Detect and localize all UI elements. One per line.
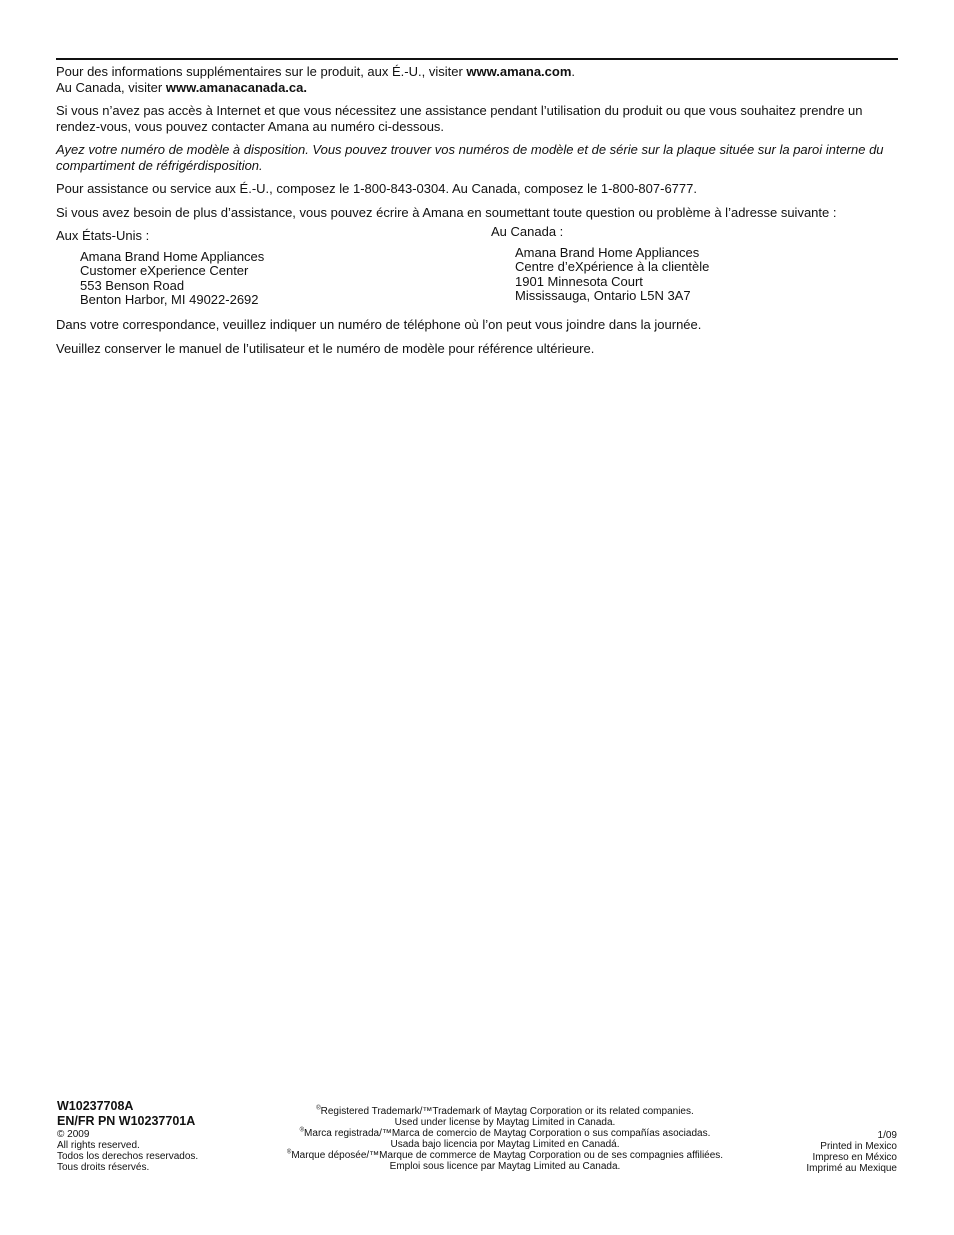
us-address-line: 553 Benson Road [80, 277, 185, 293]
trademark-line: ®Registered Trademark/™Trademark of Maytag Corporation or its related companies. [316, 1105, 694, 1117]
part-number-2: EN/FR PN W10237701A [57, 1114, 196, 1128]
registered-mark: ® [286, 1149, 292, 1156]
footer-trademarks [255, 1106, 755, 1172]
canada-website-link[interactable]: www.amanacanada.ca. [165, 79, 307, 95]
footer-part-info [57, 1099, 198, 1173]
model-number-paragraph: Ayez votre numéro de modèle à disposition. Vous pouvez trouver vos numéros de modèle et de série sur la plaque située sur la paroi interne du compartiment de réfrigérdisposition. [56, 142, 884, 173]
canada-address-label: Au Canada : [491, 224, 564, 239]
top-rule [56, 58, 898, 60]
us-address-label: Aux États-Unis : [56, 228, 150, 243]
registered-mark: ® [316, 1105, 321, 1112]
printed-line: Imprimé au Mexique [806, 1163, 897, 1174]
us-website-prefix: Pour des informations supplémentaires sur le produit, aux É.-U., visiter [56, 64, 467, 79]
canada-address [491, 224, 709, 304]
us-address-line: Benton Harbor, MI 49022-2692 [80, 292, 259, 307]
trademark-line: Usada bajo licencia por Maytag Limited en Canadá. [390, 1139, 620, 1150]
copyright: © 2009 [57, 1129, 90, 1140]
correspondence-paragraph: Dans votre correspondance, veuillez indiquer un numéro de téléphone où l’on peut vous joindre dans la journée. [56, 317, 702, 332]
printed-line: Impreso en México [812, 1152, 897, 1163]
us-address-line: Amana Brand Home Appliances [80, 248, 265, 264]
rights-line: Tous droits réservés. [57, 1162, 150, 1173]
phone-paragraph: Pour assistance ou service aux É.-U., composez le 1-800-843-0304. Au Canada, composez le 1-800-807-6777. [56, 181, 697, 196]
rights-line: All rights reserved. [57, 1140, 140, 1151]
write-paragraph: Si vous avez besoin de plus d’assistance, vous pouvez écrire à Amana en soumettant toute question ou problème à l’adresse suivante : [56, 204, 837, 220]
trademark-line: ®Marque déposée/™Marque de commerce de Maytag Corporation ou de ses compagnies affiliées. [286, 1149, 724, 1161]
canada-address-line: Centre d’eXpérience à la clientèle [515, 259, 710, 274]
internet-paragraph: Si vous n’avez pas accès à Internet et que vous nécessitez une assistance pendant l’utilisation du produit ou que vous souhaitez prendre un rendez-vous, vous pouvez contacter Amana au numéro ci-dessous. [56, 103, 863, 134]
keep-manual-paragraph: Veuillez conserver le manuel de l’utilisateur et le numéro de modèle pour référence ultérieure. [56, 340, 595, 356]
us-website-suffix: . [571, 64, 576, 79]
us-address [56, 228, 264, 308]
canada-address-line: 1901 Minnesota Court [515, 273, 643, 289]
contact-section [56, 64, 898, 364]
canada-address-line: Amana Brand Home Appliances [515, 244, 700, 260]
footer-print-info [806, 1130, 897, 1174]
canada-address-line: Mississauga, Ontario L5N 3A7 [515, 288, 691, 303]
printed-line: Printed in Mexico [820, 1141, 897, 1152]
registered-mark: ® [299, 1127, 305, 1134]
us-address-line: Customer eXperience Center [80, 263, 249, 278]
trademark-line: Used under license by Maytag Limited in Canada. [394, 1117, 616, 1128]
print-date: 1/09 [877, 1130, 897, 1141]
trademark-line: ®Marca registrada/™Marca de comercio de Maytag Corporation o sus compañías asociadas. [299, 1127, 711, 1139]
address-block [56, 224, 898, 308]
website-paragraph [56, 64, 898, 95]
trademark-line: Emploi sous licence par Maytag Limited au Canada. [389, 1161, 621, 1172]
us-website-link[interactable]: www.amana.com [466, 64, 572, 79]
part-number: W10237708A [57, 1099, 134, 1113]
rights-line: Todos los derechos reservados. [57, 1151, 199, 1162]
canada-website-prefix: Au Canada, visiter [56, 79, 166, 95]
